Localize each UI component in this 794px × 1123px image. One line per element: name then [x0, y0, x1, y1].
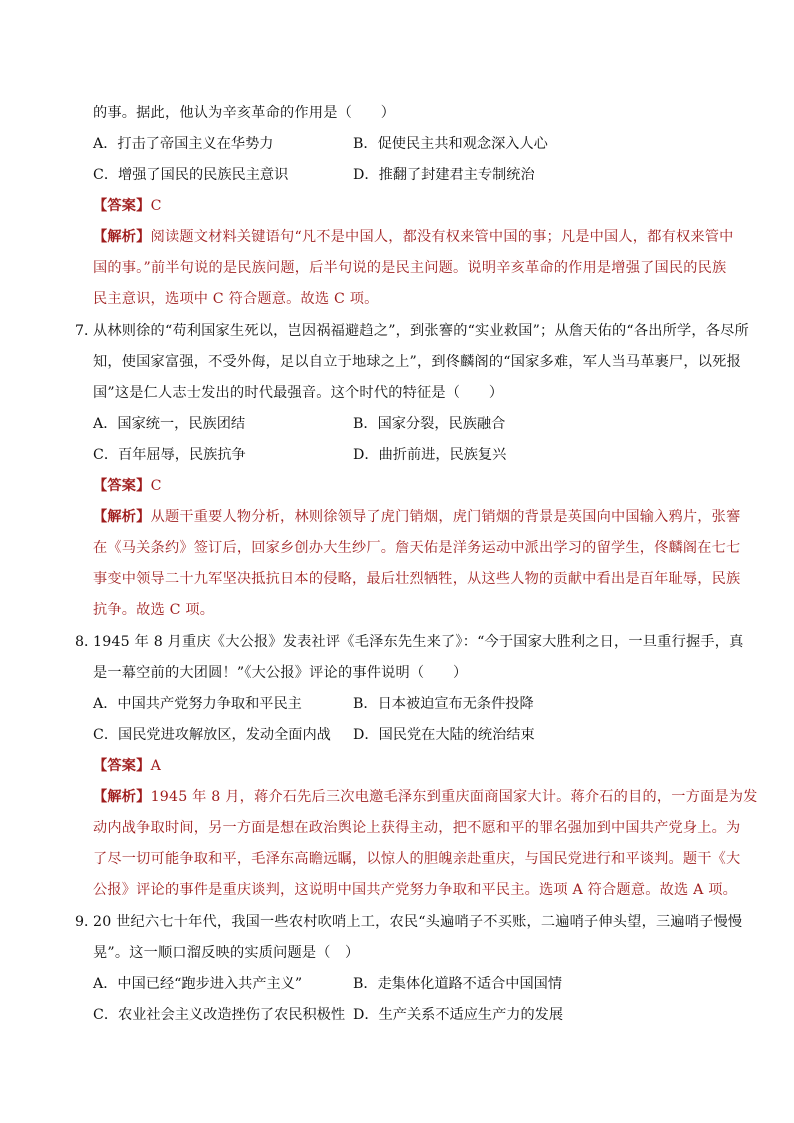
- q6-option-c: C．增强了国民的民族民主意识: [93, 167, 289, 183]
- analysis-tag: 【解析】: [93, 509, 151, 525]
- answer-tag: 【答案】: [93, 478, 151, 494]
- q6-answer: [93, 196, 162, 216]
- q7-option-b: B．国家分裂，民族融合: [353, 416, 506, 432]
- q8-analysis-line-3: 了尽一切可能争取和平，毛泽东高瞻远瞩，以惊人的胆魄亲赴重庆，与国民党进行和平谈判。题干《大: [93, 851, 741, 867]
- q8-option-a: A．中国共产党努力争取和平民主: [93, 696, 302, 712]
- q8-stem-line-1: 1945 年 8 月重庆《大公报》发表社评《毛泽东先生来了》：“今于国家大胜利之日，一旦重行握手，真: [93, 634, 744, 650]
- q6-analysis-line-2: 国的事。”前半句说的是民族问题，后半句说的是民主问题。说明辛亥革命的作用是增强了国民的民族: [93, 260, 727, 276]
- analysis-text: 1945 年 8 月，蒋介石先后三次电邀毛泽东到重庆面商国家大计。蒋介石的目的，一方面是为发: [150, 789, 758, 805]
- q7-number: 7．: [75, 323, 99, 339]
- q8-analysis-line-4: 公报》评论的事件是重庆谈判，这说明中国共产党努力争取和平民主。选项 A 符合题意。故选 A 项。: [93, 882, 738, 898]
- analysis-tag: 【解析】: [93, 229, 151, 245]
- q7-analysis-line-1: [93, 507, 740, 527]
- q6-analysis-line-3: 民主意识，选项中 C 符合题意。故选 C 项。: [93, 291, 379, 307]
- q8-answer: [93, 756, 161, 776]
- q9-option-c: C．农业社会主义改造挫伤了农民积极性: [93, 1007, 346, 1023]
- q7-stem-line-3: 国”这是仁人志士发出的时代最强音。这个时代的特征是（ ）: [93, 385, 504, 401]
- q8-number: 8．: [75, 634, 99, 650]
- q8-analysis-line-2: 动内战争取时间，另一方面是想在政治舆论上获得主动，把不愿和平的罪名强加到中国共产党身上。为: [93, 820, 741, 836]
- answer-value: A: [150, 758, 162, 774]
- q7-option-c: C．百年屈辱，民族抗争: [93, 447, 246, 463]
- q7-analysis-line-3: 事变中领导二十九军坚决抵抗日本的侵略，最后壮烈牺牲，从这些人物的贡献中看出是百年耻辱，民族: [93, 571, 741, 587]
- q7-analysis-line-4: 抗争。故选 C 项。: [93, 602, 215, 618]
- q9-stem-line-1: 20 世纪六七十年代，我国一些农村吹哨上工，农民“头遍哨子不买账，二遍哨子伸头望，三遍哨子慢慢: [93, 914, 743, 930]
- q6-option-d: D．推翻了封建君主专制统治: [353, 167, 535, 183]
- q9-stem-line-2: 晃”。这一顺口溜反映的实质问题是（ ）: [93, 945, 360, 961]
- q9-number: 9．: [75, 914, 99, 930]
- q6-analysis-line-1: [93, 227, 734, 247]
- q8-analysis-line-1: [93, 787, 758, 807]
- q7-answer: [93, 476, 162, 496]
- q8-option-c: C．国民党进攻解放区，发动全面内战: [93, 727, 331, 743]
- q6-option-b: B．促使民主共和观念深入人心: [353, 136, 548, 152]
- q6-option-a: A．打击了帝国主义在华势力: [93, 136, 274, 152]
- q7-stem-line-2: 知，使国家富强，不受外侮，足以自立于地球之上”，到佟麟阁的“国家多难，军人当马革裹尸，以死报: [93, 354, 741, 370]
- analysis-text: 从题干重要人物分析，林则徐领导了虎门销烟，虎门销烟的背景是英国向中国输入鸦片，张謇: [150, 509, 741, 525]
- q6-stem-tail: 的事。据此，他认为辛亥革命的作用是（ ）: [93, 105, 396, 121]
- answer-value: C: [150, 478, 162, 494]
- q9-option-b: B．走集体化道路不适合中国国情: [353, 976, 563, 992]
- q8-stem-line-2: 是一幕空前的大团圆！”《大公报》评论的事件说明（ ）: [93, 665, 468, 681]
- q7-option-d: D．曲折前进，民族复兴: [353, 447, 507, 463]
- analysis-text: 阅读题文材料关键语句“凡不是中国人，都没有权来管中国的事；凡是中国人，都有权来管中: [150, 229, 734, 245]
- answer-tag: 【答案】: [93, 198, 151, 214]
- q7-option-a: A．国家统一，民族团结: [93, 416, 246, 432]
- q8-option-d: D．国民党在大陆的统治结束: [353, 727, 535, 743]
- analysis-tag: 【解析】: [93, 789, 151, 805]
- answer-tag: 【答案】: [93, 758, 151, 774]
- q8-option-b: B．日本被迫宣布无条件投降: [353, 696, 534, 712]
- q7-analysis-line-2: 在《马关条约》签订后，回家乡创办大生纱厂。詹天佑是洋务运动中派出学习的留学生，佟麟阁在七七: [93, 540, 741, 556]
- q7-stem-line-1: 从林则徐的“苟利国家生死以，岂因祸福避趋之”，到张謇的“实业救国”；从詹天佑的“各出所学，各尽所: [93, 323, 749, 339]
- answer-value: C: [150, 198, 162, 214]
- q9-option-d: D．生产关系不适应生产力的发展: [353, 1007, 564, 1023]
- q9-option-a: A．中国已经“跑步进入共产主义”: [93, 976, 303, 992]
